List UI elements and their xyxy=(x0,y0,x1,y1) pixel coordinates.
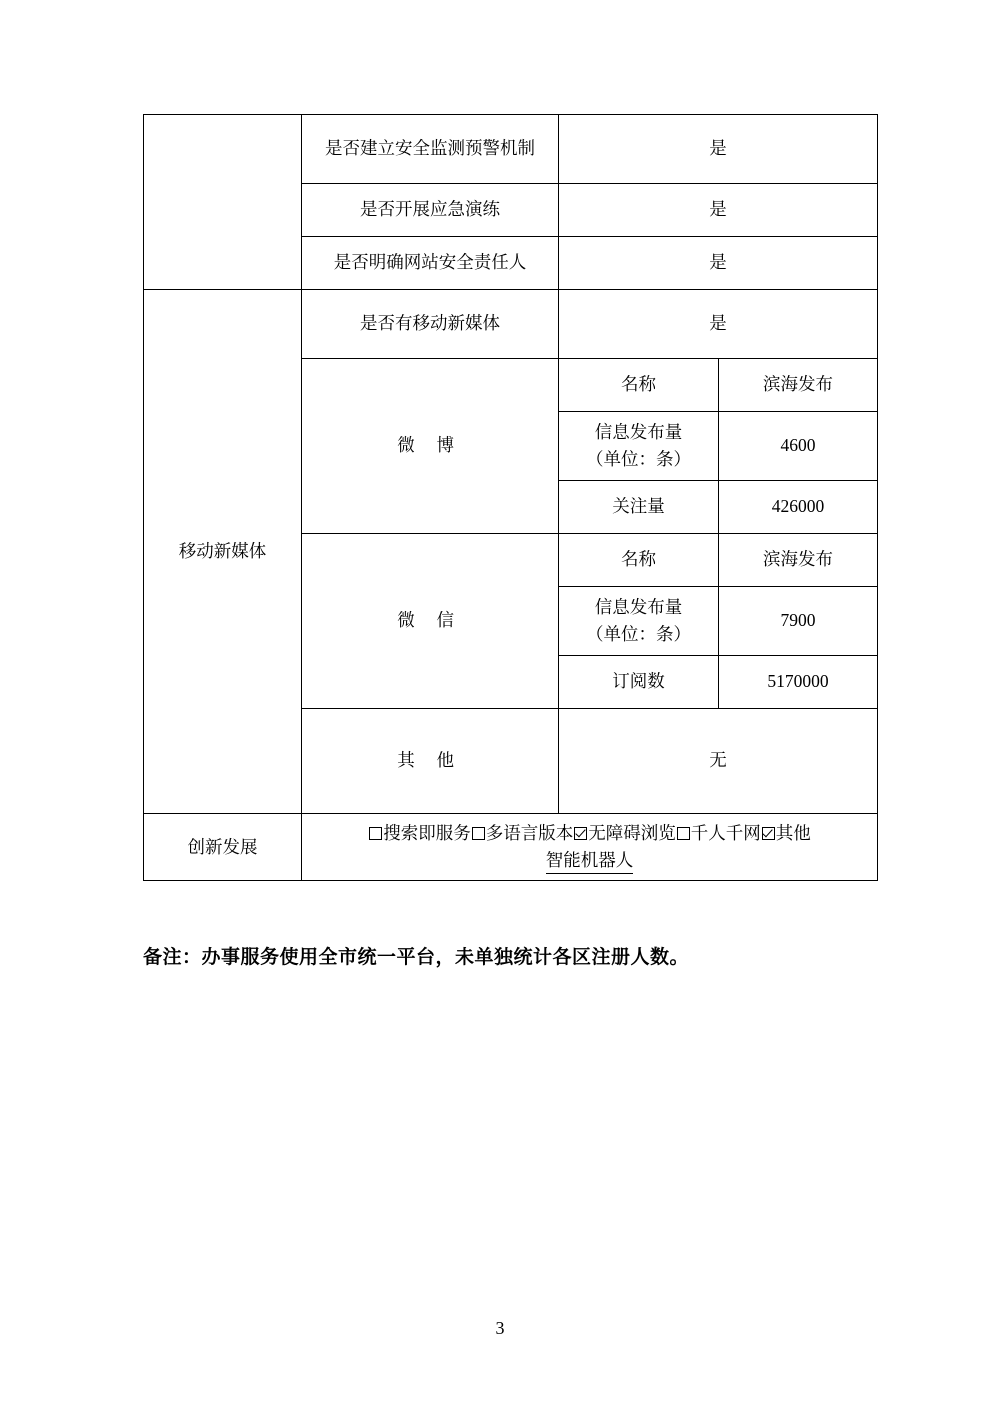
weixin-subscribers-value: 5170000 xyxy=(719,656,878,709)
row-value-has-mobile-media: 是 xyxy=(559,290,878,359)
option-label-accessibility: 无障碍浏览 xyxy=(588,823,676,843)
weixin-publish-label xyxy=(559,587,719,656)
weixin-publish-label-line1: 信息发布量 xyxy=(594,596,683,617)
option-label-multilingual: 多语言版本 xyxy=(485,823,574,843)
checkbox-accessibility[interactable] xyxy=(574,827,587,840)
option-label-search-as-service: 搜索即服务 xyxy=(383,823,471,843)
other-media-value: 无 xyxy=(559,709,878,814)
weibo-publish-label-line2: （单位：条） xyxy=(586,449,691,469)
checkbox-multilingual[interactable] xyxy=(472,827,485,840)
table-row xyxy=(144,115,878,184)
row-value-security-monitor: 是 xyxy=(559,115,878,184)
weibo-publish-value: 4600 xyxy=(719,412,878,481)
page-number: 3 xyxy=(495,1318,505,1338)
row-label-security-owner: 是否明确网站安全责任人 xyxy=(302,237,559,290)
weibo-publish-label-line1: 信息发布量 xyxy=(594,421,683,442)
row-value-emergency-drill: 是 xyxy=(559,184,878,237)
innovation-options-line xyxy=(306,820,873,847)
innovation-other-text-wrap xyxy=(306,847,873,874)
weixin-publish-label-line2: （单位：条） xyxy=(586,624,691,644)
checkbox-search-as-service[interactable] xyxy=(369,827,382,840)
subsection-other-media: 其 他 xyxy=(302,709,559,814)
option-label-personalized-web: 千人千网 xyxy=(690,823,761,843)
subsection-weixin: 微 信 xyxy=(302,534,559,709)
weibo-name-label: 名称 xyxy=(559,359,719,412)
weibo-followers-label: 关注量 xyxy=(559,481,719,534)
weixin-publish-value: 7900 xyxy=(719,587,878,656)
table-row xyxy=(144,290,878,359)
report-table xyxy=(143,114,878,881)
footnote: 备注：办事服务使用全市统一平台，未单独统计各区注册人数。 xyxy=(143,947,690,968)
section-header-innovation: 创新发展 xyxy=(144,814,302,881)
weixin-name-value: 滨海发布 xyxy=(719,534,878,587)
innovation-options xyxy=(302,814,878,881)
security-section-header xyxy=(144,115,302,290)
subsection-weibo: 微 博 xyxy=(302,359,559,534)
table-row xyxy=(144,814,878,881)
row-label-emergency-drill: 是否开展应急演练 xyxy=(302,184,559,237)
innovation-other-text: 智能机器人 xyxy=(546,849,634,874)
row-label-security-monitor: 是否建立安全监测预警机制 xyxy=(302,115,559,184)
weibo-name-value: 滨海发布 xyxy=(719,359,878,412)
weixin-subscribers-label: 订阅数 xyxy=(559,656,719,709)
row-value-security-owner: 是 xyxy=(559,237,878,290)
checkbox-other[interactable] xyxy=(762,827,775,840)
weixin-name-label: 名称 xyxy=(559,534,719,587)
row-label-has-mobile-media: 是否有移动新媒体 xyxy=(302,290,559,359)
weibo-followers-value: 426000 xyxy=(719,481,878,534)
section-header-mobile-media: 移动新媒体 xyxy=(144,290,302,814)
checkbox-personalized-web[interactable] xyxy=(677,827,690,840)
weibo-publish-label xyxy=(559,412,719,481)
option-label-other: 其他 xyxy=(775,823,811,843)
